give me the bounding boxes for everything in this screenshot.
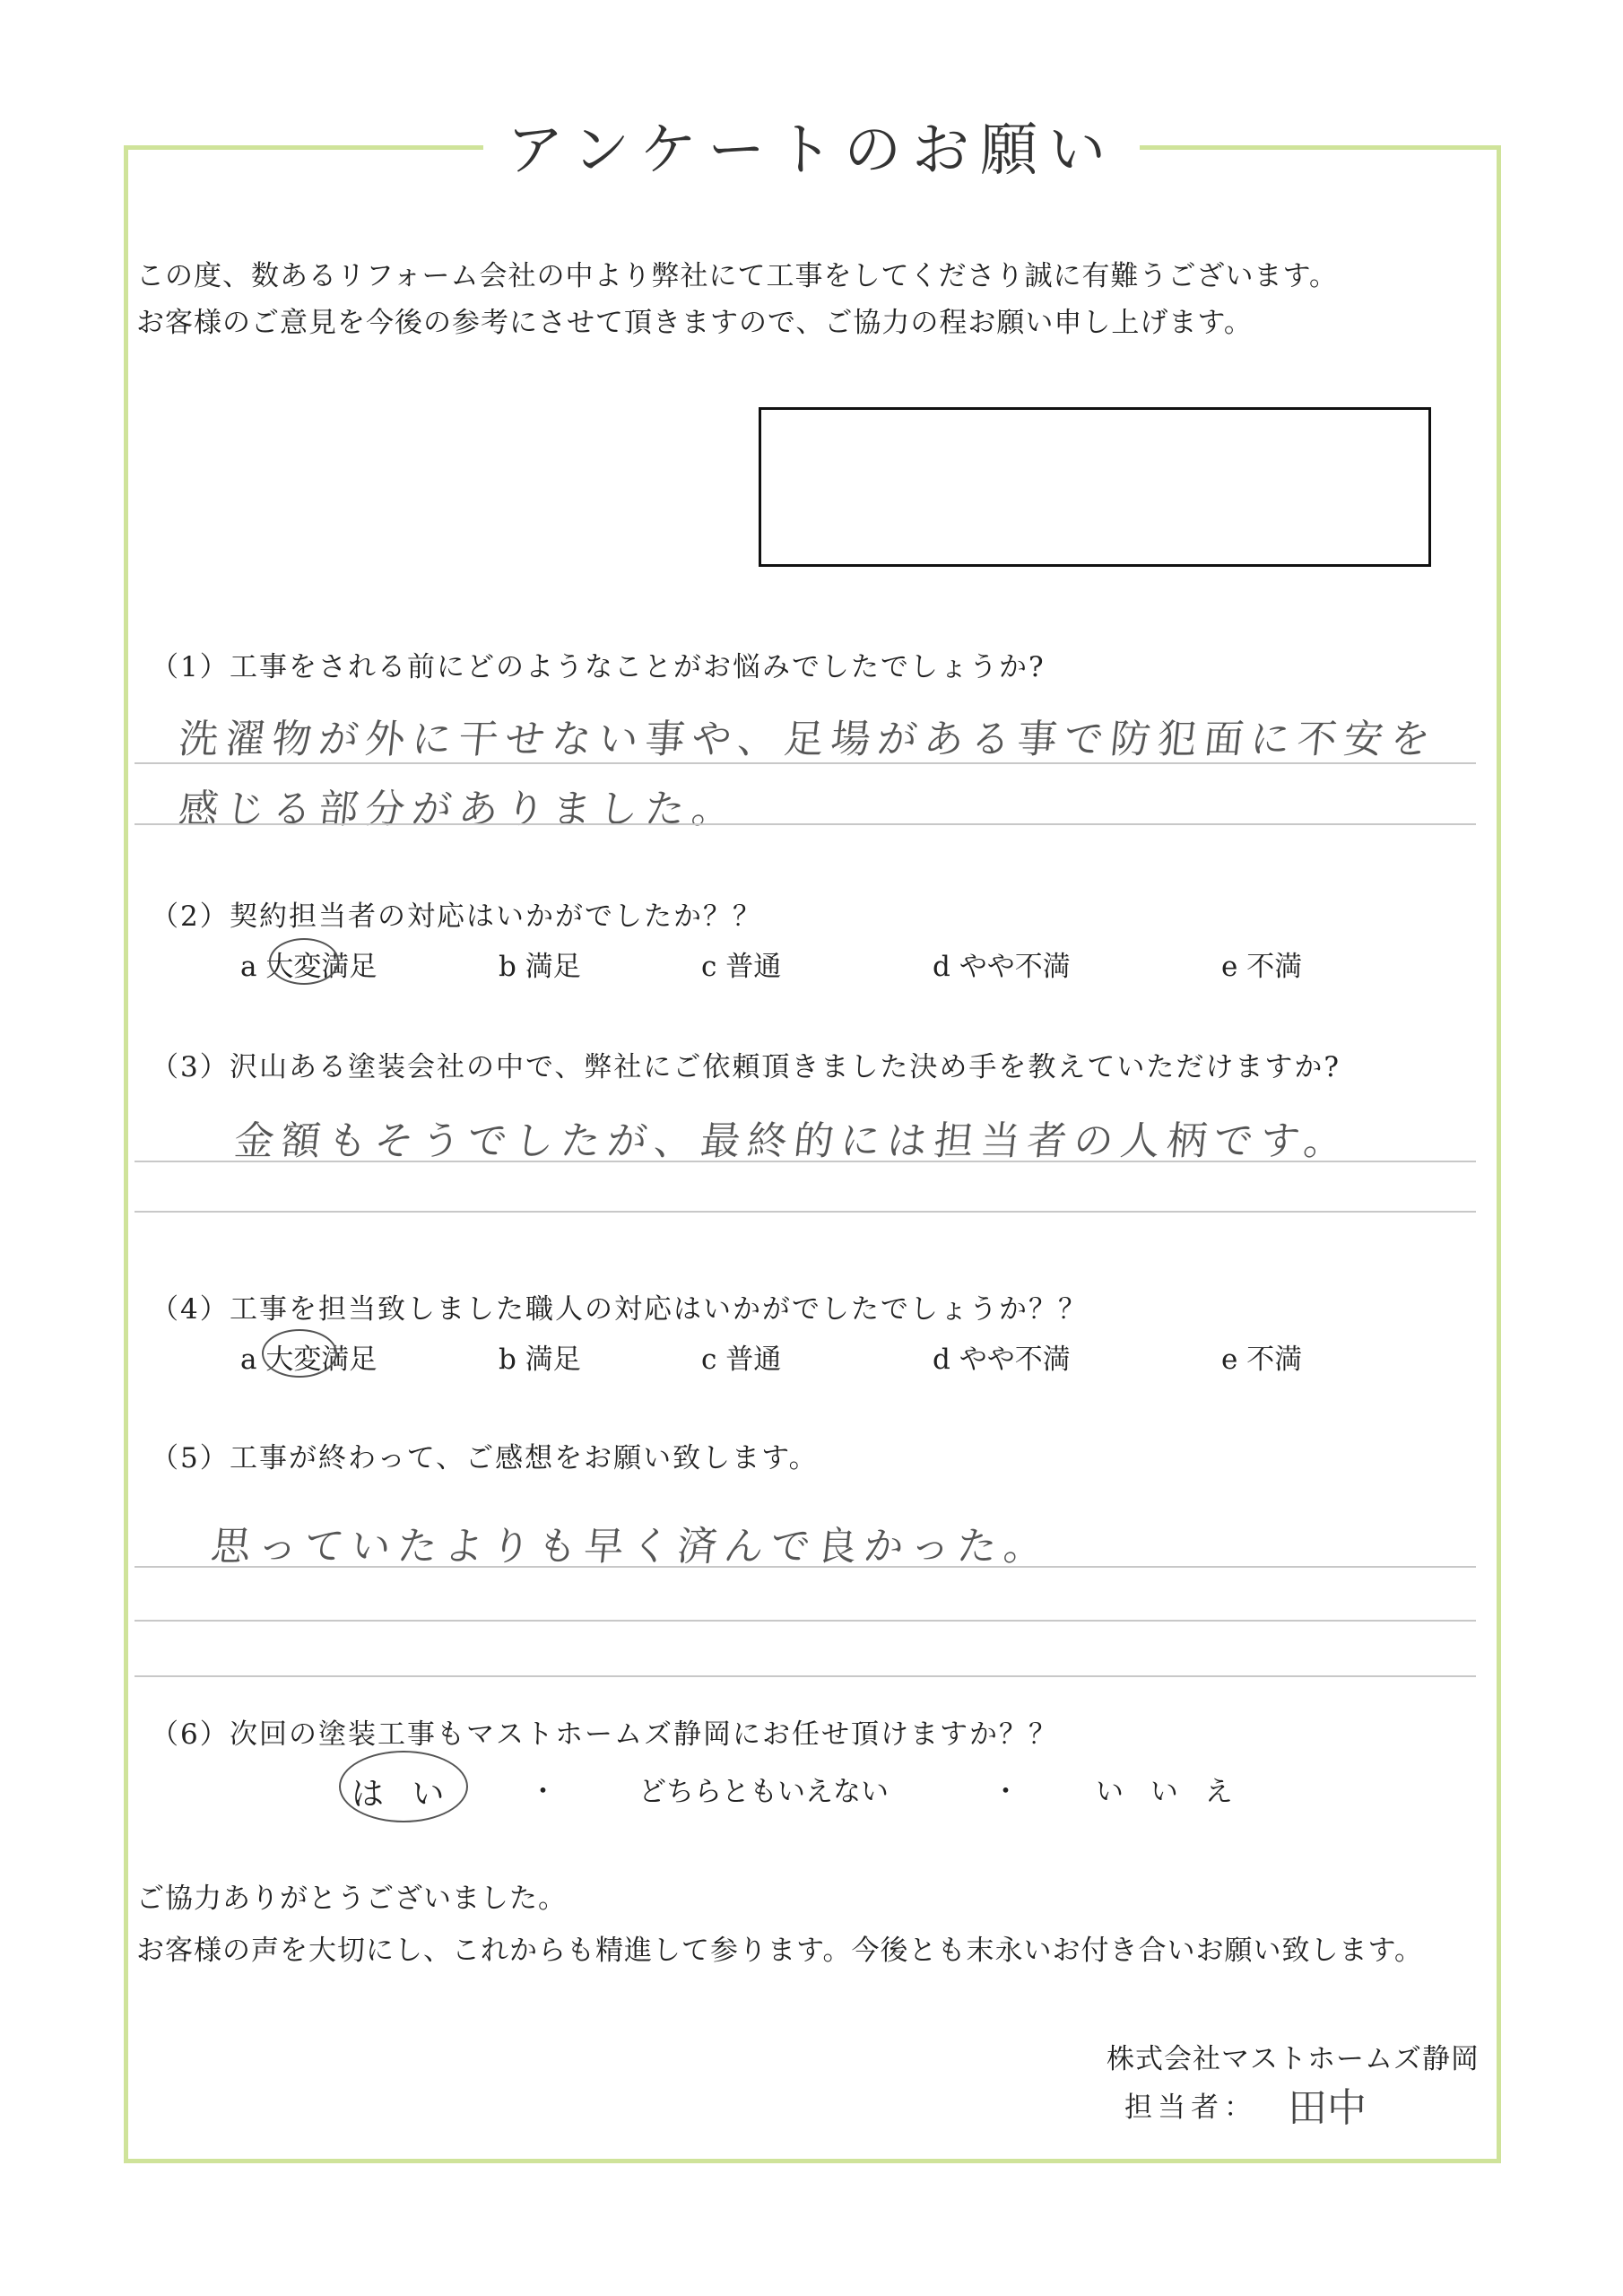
page-title: アンケートのお願い (483, 115, 1140, 187)
answer-rule (135, 1620, 1476, 1622)
question-4-selection-circle (262, 1329, 337, 1378)
question-4-option-c[interactable]: c 普通 (701, 1344, 782, 1376)
question-5-number: （5） (151, 1442, 230, 1474)
intro-line-1: この度、数あるリフォーム会社の中より弊社にて工事をしてくださり誠に有難うございます。 (136, 260, 1338, 292)
answer-rule (135, 1161, 1476, 1162)
question-6-option-no[interactable]: い い え (1096, 1776, 1242, 1808)
title-wrap (0, 115, 1623, 187)
question-4-text: 工事を担当致しました職人の対応はいかがでしたでしょうか？？ (230, 1293, 1088, 1326)
question-4-option-b[interactable]: b 満足 (499, 1344, 581, 1376)
question-5 (151, 1435, 819, 1475)
company-name: 株式会社マストホームズ静岡 (1107, 2043, 1480, 2075)
question-2-option-d[interactable]: d やや不満 (933, 951, 1071, 983)
question-3 (151, 1044, 1341, 1084)
question-6-separator-2: ・ (992, 1776, 1020, 1808)
question-1-text: 工事をされる前にどのようなことがお悩みでしたでしょうか? (230, 651, 1046, 683)
question-4-option-a[interactable]: a 大変満足 (240, 1344, 378, 1376)
answer-rule (135, 1566, 1476, 1568)
redacted-name-box (759, 407, 1431, 567)
question-5-text: 工事が終わって、ご感想をお願い致します。 (230, 1442, 819, 1474)
question-2-option-e[interactable]: e 不満 (1221, 951, 1303, 983)
question-3-text: 沢山ある塗装会社の中で、弊社にご依頼頂きました決め手を教えていただけますか? (230, 1051, 1341, 1083)
answer-rule (135, 1675, 1476, 1677)
intro-line-2: お客様のご意見を今後の参考にさせて頂きますので、ご協力の程お願い申し上げます。 (136, 307, 1253, 339)
question-1 (151, 644, 1046, 684)
question-6-number: （6） (151, 1718, 230, 1751)
question-6 (151, 1711, 1058, 1752)
question-4-option-d[interactable]: d やや不満 (933, 1344, 1071, 1376)
question-2-option-b[interactable]: b 満足 (499, 951, 581, 983)
question-2-option-a[interactable]: a 大変満足 (240, 951, 378, 983)
question-3-answer-line-1: 金額もそうでしたが、最終的には担当者の人柄です。 (231, 1118, 1353, 1164)
closing-line-1: ご協力ありがとうございました。 (136, 1883, 567, 1915)
question-4-number: （4） (151, 1293, 230, 1326)
question-1-answer-line-1: 洗濯物が外に干せない事や、足場がある事で防犯面に不安を (176, 717, 1440, 762)
question-6-text: 次回の塗装工事もマストホームズ静岡にお任せ頂けますか？？ (230, 1718, 1058, 1751)
question-4-option-e[interactable]: e 不満 (1221, 1344, 1303, 1376)
question-1-answer-line-2: 感じる部分がありました。 (176, 787, 742, 832)
question-2-option-c[interactable]: c 普通 (701, 951, 782, 983)
question-2 (151, 893, 762, 934)
question-2-text: 契約担当者の対応はいかがでしたか？？ (230, 900, 762, 933)
answer-rule (135, 823, 1476, 825)
answer-rule (135, 1211, 1476, 1213)
question-2-selection-circle (269, 938, 339, 985)
question-5-answer-line-1: 思っていたよりも早く済んで良かった。 (208, 1524, 1054, 1570)
question-6-separator-1: ・ (529, 1776, 557, 1808)
staff-label: 担当者： (1124, 2092, 1257, 2124)
question-2-number: （2） (151, 900, 230, 933)
question-6-option-yes[interactable]: は い (352, 1776, 454, 1813)
question-6-selection-circle (339, 1751, 468, 1822)
closing-text (136, 1873, 1423, 1977)
intro-text (136, 253, 1338, 346)
closing-line-2: お客様の声を大切にし、これからも精進して参ります。今後とも末永いお付き合いお願い致します。 (136, 1935, 1424, 1967)
question-3-number: （3） (151, 1051, 230, 1083)
question-1-number: （1） (151, 651, 230, 683)
question-6-option-neither[interactable]: どちらともいえない (638, 1776, 889, 1808)
answer-rule (135, 762, 1476, 764)
staff-signature: 田中 (1288, 2085, 1367, 2131)
question-4 (151, 1286, 1088, 1326)
